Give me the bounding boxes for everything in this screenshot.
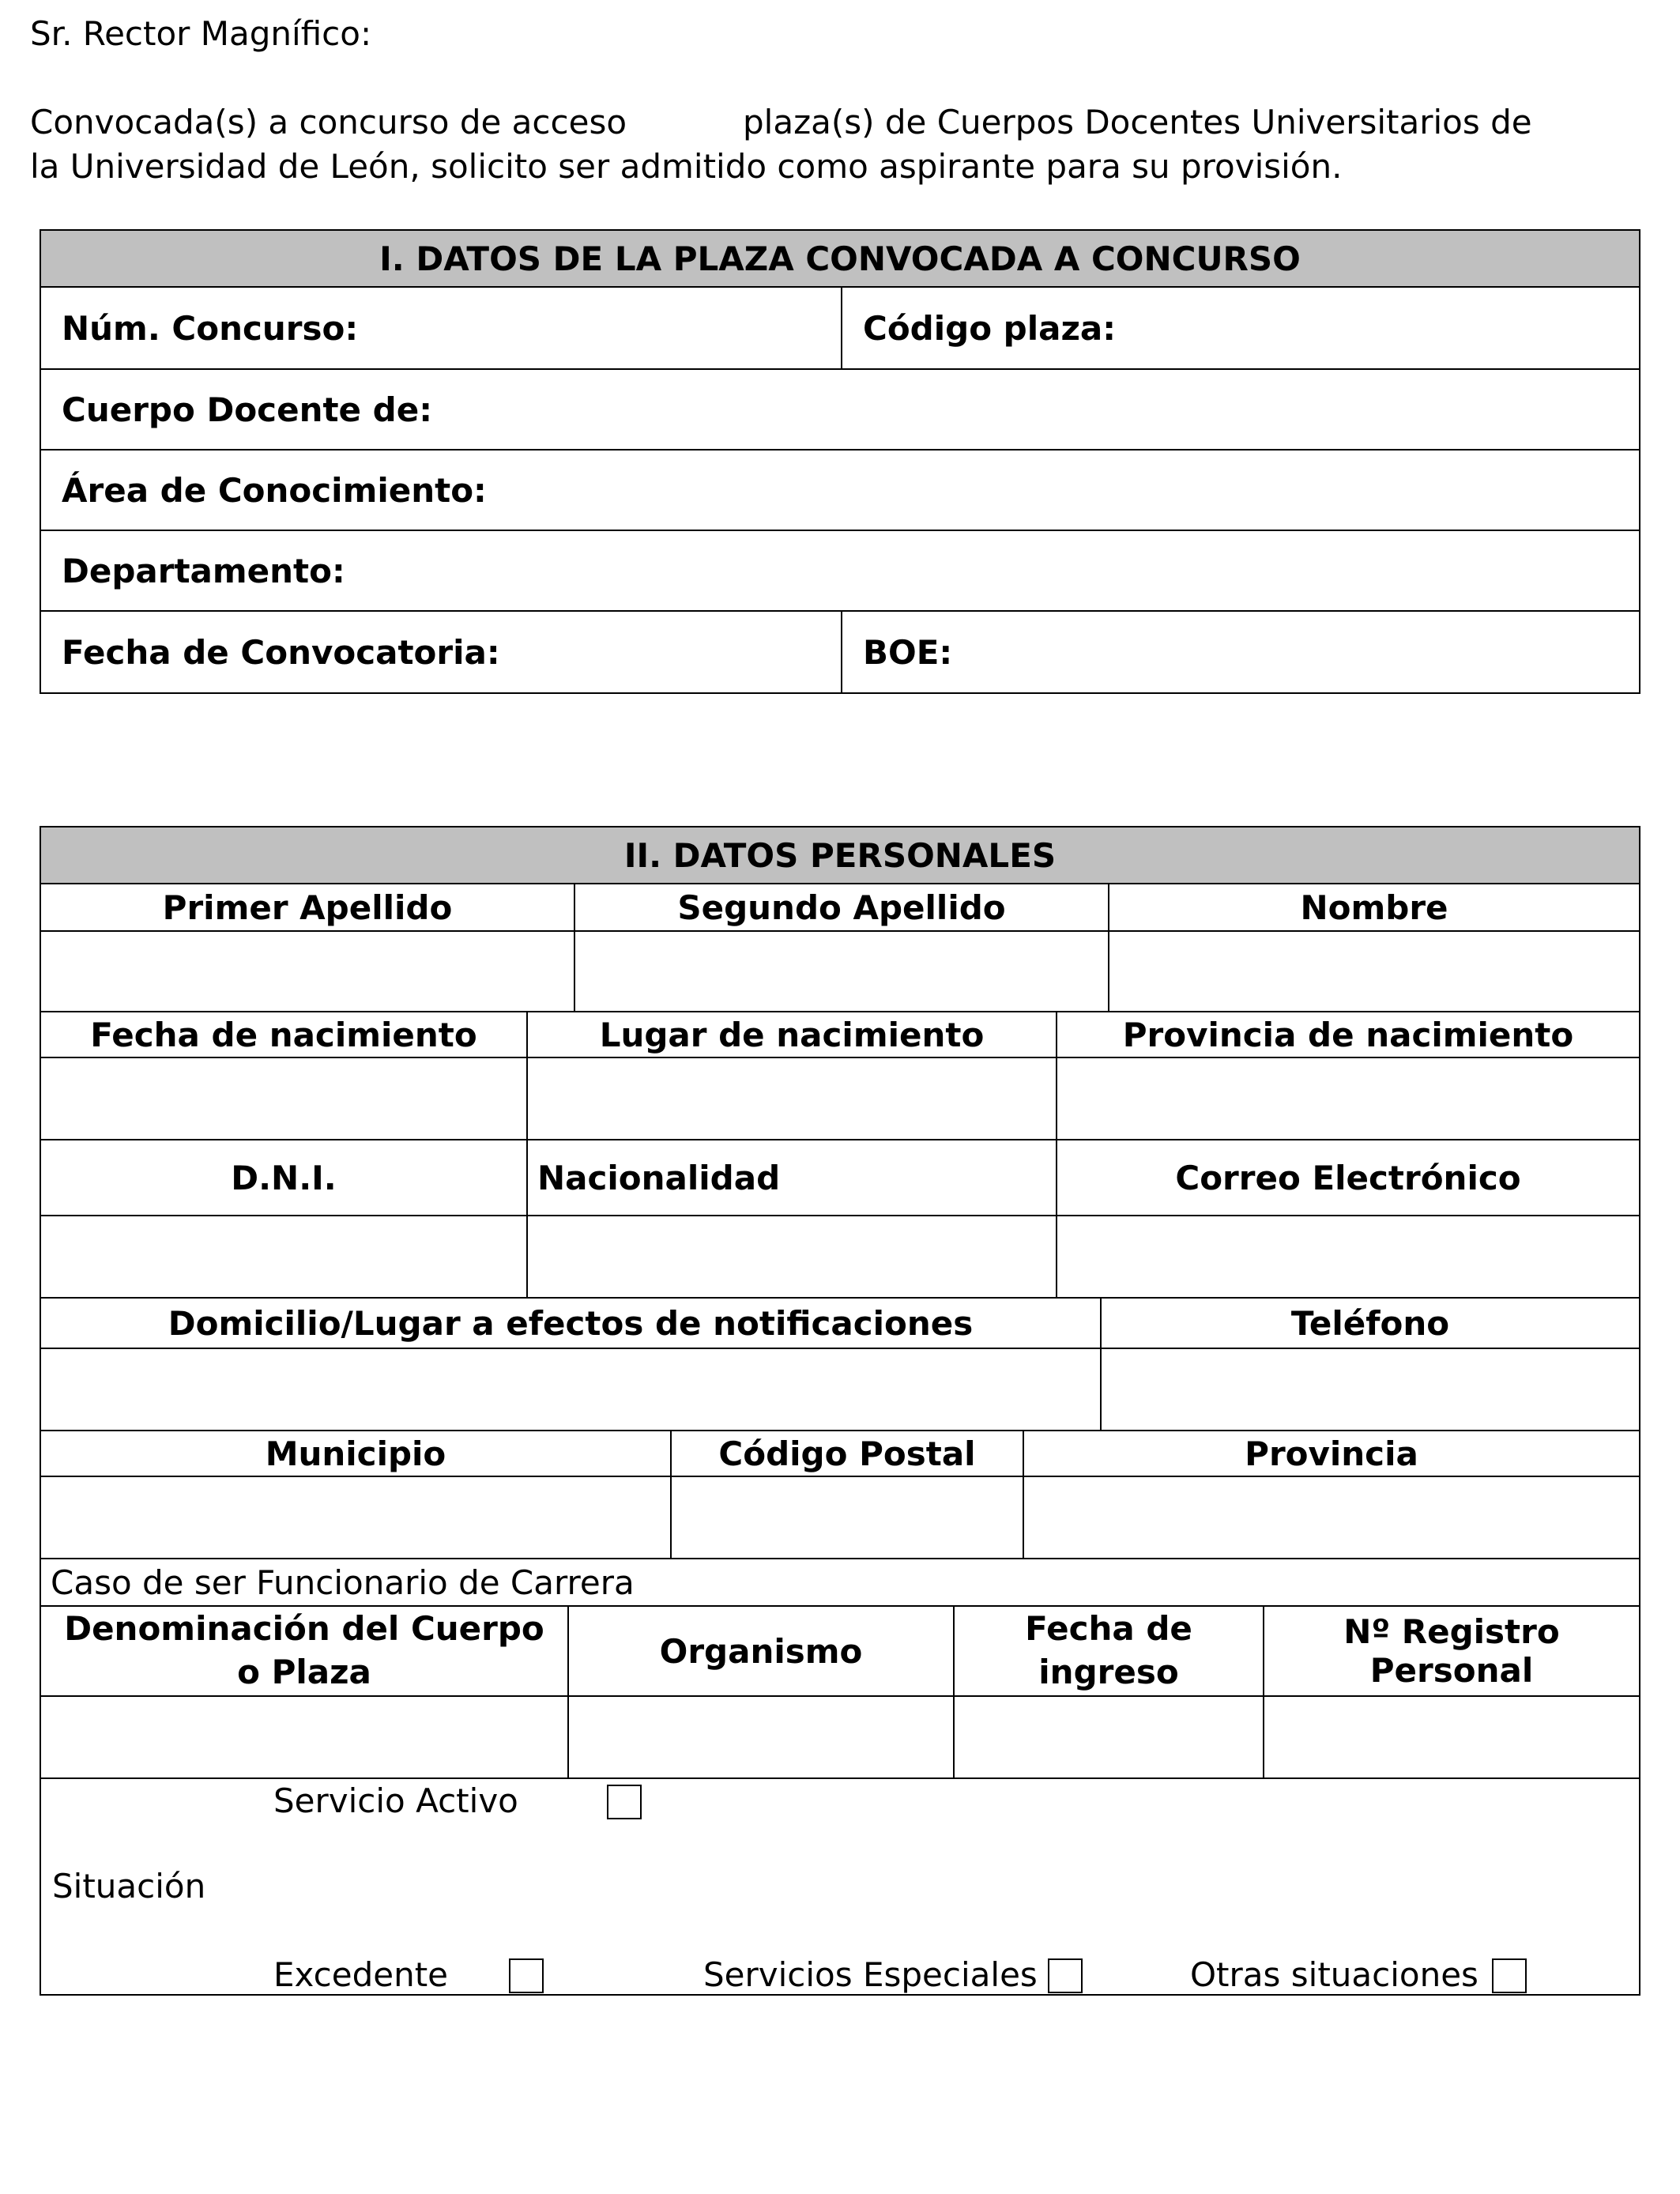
- nombre-input[interactable]: [1108, 930, 1640, 1012]
- cuerpo-docente-field[interactable]: [40, 368, 1640, 450]
- section2-title: II. DATOS PERSONALES: [40, 826, 1640, 884]
- organismo-header: Organismo: [567, 1605, 955, 1697]
- otras-situaciones-label: Otras situaciones: [1190, 1955, 1478, 1994]
- intro-line1-a: Convocada(s) a concurso de acceso: [30, 103, 627, 141]
- fecha-ingreso-header: Fecha de ingreso: [953, 1605, 1264, 1697]
- departamento-label: Departamento:: [62, 551, 345, 590]
- fecha-convocatoria-label: Fecha de Convocatoria:: [62, 632, 500, 672]
- domicilio-header: Domicilio/Lugar a efectos de notificaciones: [40, 1297, 1102, 1349]
- servicios-especiales-checkbox[interactable]: [1048, 1958, 1083, 1993]
- municipio-header: Municipio: [40, 1430, 672, 1477]
- denominacion-input[interactable]: [40, 1695, 569, 1779]
- registro-personal-input[interactable]: [1263, 1695, 1640, 1779]
- boe-label: BOE:: [863, 632, 953, 672]
- otras-situaciones-checkbox[interactable]: [1492, 1958, 1527, 1993]
- lugar-nacimiento-input[interactable]: [526, 1057, 1057, 1140]
- municipio-input[interactable]: [40, 1476, 672, 1559]
- intro-line2: la Universidad de León, solicito ser admitido como aspirante para su provisión.: [30, 147, 1343, 186]
- area-label: Área de Conocimiento:: [62, 470, 487, 510]
- provincia-nacimiento-input[interactable]: [1056, 1057, 1640, 1140]
- nacionalidad-input[interactable]: [526, 1215, 1057, 1299]
- nacionalidad-header: Nacionalidad: [526, 1139, 1057, 1216]
- codigo-postal-header: Código Postal: [670, 1430, 1024, 1477]
- registro-personal-header: Nº Registro Personal: [1263, 1605, 1640, 1697]
- codigo-postal-input[interactable]: [670, 1476, 1024, 1559]
- servicio-activo-label: Servicio Activo: [273, 1781, 518, 1820]
- fecha-convocatoria-field[interactable]: [40, 610, 842, 694]
- telefono-header: Teléfono: [1100, 1297, 1640, 1349]
- servicio-activo-checkbox[interactable]: [607, 1785, 642, 1819]
- provincia-header: Provincia: [1023, 1430, 1640, 1477]
- excedente-checkbox[interactable]: [509, 1958, 544, 1993]
- area-field[interactable]: [40, 449, 1640, 531]
- correo-input[interactable]: [1056, 1215, 1640, 1299]
- dni-input[interactable]: [40, 1215, 528, 1299]
- intro-line1-b: plaza(s) de Cuerpos Docentes Universitarios de: [743, 103, 1532, 141]
- segundo-apellido-input[interactable]: [574, 930, 1109, 1012]
- salutation: Sr. Rector Magnífico:: [30, 14, 372, 53]
- provincia-nacimiento-header: Provincia de nacimiento: [1056, 1011, 1640, 1058]
- funcionario-caption: Caso de ser Funcionario de Carrera: [40, 1558, 1640, 1607]
- fecha-nacimiento-header: Fecha de nacimiento: [40, 1011, 528, 1058]
- codigo-plaza-field[interactable]: [841, 286, 1640, 370]
- num-concurso-field[interactable]: [40, 286, 842, 370]
- num-concurso-label: Núm. Concurso:: [62, 308, 359, 348]
- telefono-input[interactable]: [1100, 1348, 1640, 1431]
- primer-apellido-input[interactable]: [40, 930, 575, 1012]
- dni-header: D.N.I.: [40, 1139, 528, 1216]
- domicilio-input[interactable]: [40, 1348, 1102, 1431]
- servicios-especiales-label: Servicios Especiales: [703, 1955, 1038, 1994]
- primer-apellido-header: Primer Apellido: [40, 883, 575, 932]
- fecha-ingreso-input[interactable]: [953, 1695, 1264, 1779]
- denominacion-header: Denominación del Cuerpo o Plaza: [40, 1605, 569, 1697]
- cuerpo-docente-label: Cuerpo Docente de:: [62, 390, 432, 429]
- excedente-label: Excedente: [273, 1955, 449, 1994]
- correo-header: Correo Electrónico: [1056, 1139, 1640, 1216]
- segundo-apellido-header: Segundo Apellido: [574, 883, 1109, 932]
- nombre-header: Nombre: [1108, 883, 1640, 932]
- organismo-input[interactable]: [567, 1695, 955, 1779]
- situacion-label: Situación: [52, 1867, 206, 1906]
- departamento-field[interactable]: [40, 530, 1640, 612]
- section1-title: I. DATOS DE LA PLAZA CONVOCADA A CONCURSO: [40, 229, 1640, 288]
- boe-field[interactable]: [841, 610, 1640, 694]
- fecha-nacimiento-input[interactable]: [40, 1057, 528, 1140]
- provincia-input[interactable]: [1023, 1476, 1640, 1559]
- lugar-nacimiento-header: Lugar de nacimiento: [526, 1011, 1057, 1058]
- codigo-plaza-label: Código plaza:: [863, 308, 1117, 348]
